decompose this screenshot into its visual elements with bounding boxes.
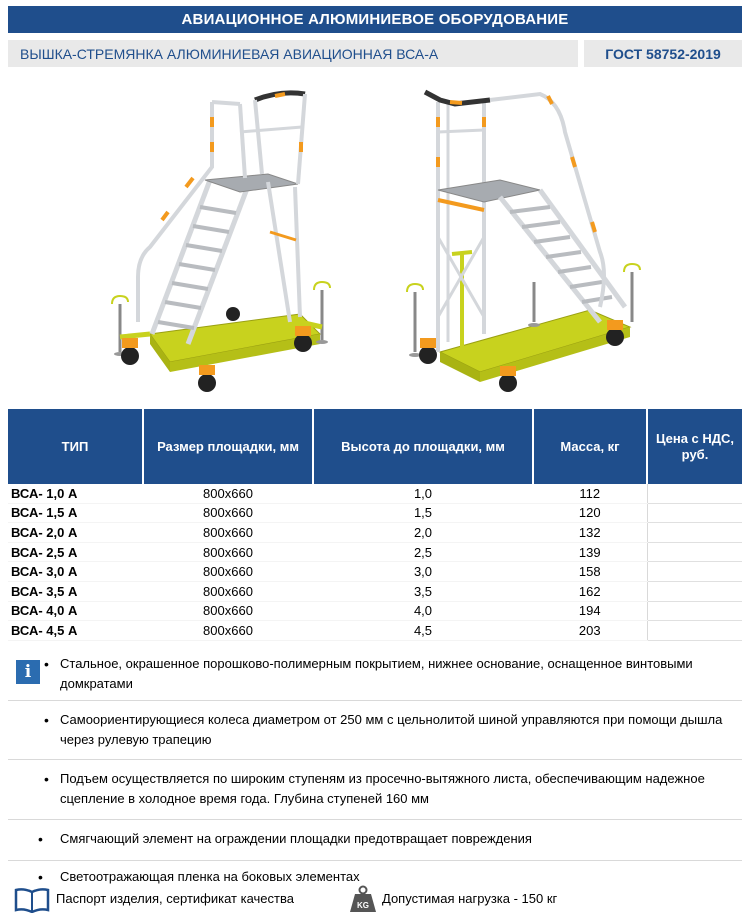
features-list [8,650,742,895]
cell-height: 2,0 [313,523,533,543]
column-header: ТИП [8,409,143,484]
cell-size: 800х660 [143,523,313,543]
cell-mass: 194 [533,601,647,621]
cell-price [647,581,742,601]
product-name: ВЫШКА-СТРЕМЯНКА АЛЮМИНИЕВАЯ АВИАЦИОННАЯ ВСА-А [8,40,578,67]
cell-price [647,484,742,503]
column-header: Высота до площадки, мм [313,409,533,484]
column-header: Масса, кг [533,409,647,484]
cell-type: ВСА- 2,0 А [8,523,143,543]
info-icon: i [16,660,40,684]
passport-text: Паспорт изделия, сертификат качества [56,891,294,906]
cell-type: ВСА- 3,0 А [8,562,143,582]
cell-size: 800х660 [143,601,313,621]
cell-mass: 203 [533,621,647,641]
feature-text: Светоотражающая пленка на боковых элементах [60,869,360,884]
cell-height: 4,5 [313,621,533,641]
cell-size: 800х660 [143,542,313,562]
cell-price [647,562,742,582]
product-images [0,72,751,402]
kg-label: KG [357,901,369,910]
cell-price [647,601,742,621]
subheader [8,40,742,67]
cell-mass: 112 [533,484,647,503]
cell-price [647,542,742,562]
cell-type: ВСА- 4,0 А [8,601,143,621]
cell-mass: 158 [533,562,647,582]
footer [8,885,742,915]
feature-text: Подъем осуществляется по широким ступеням из просечно-вытяжного листа, обеспечивающим надежное сцепление в холодное время года. Глубина ступеней 160 мм [60,771,705,806]
cell-height: 1,0 [313,484,533,503]
cell-size: 800х660 [143,562,313,582]
table-row [8,601,742,621]
table-row [8,562,742,582]
cell-price [647,621,742,641]
cell-size: 800х660 [143,621,313,641]
list-item [8,701,742,760]
book-icon [14,887,50,913]
bullet-icon: • [44,771,49,787]
table-header-row [8,409,742,484]
list-item [8,820,742,861]
cell-mass: 139 [533,542,647,562]
header-title: АВИАЦИОННОЕ АЛЮМИНИЕВОЕ ОБОРУДОВАНИЕ [8,6,742,33]
ladder-image-right [407,92,640,392]
cell-type: ВСА- 2,5 А [8,542,143,562]
bullet-icon: • [38,831,43,847]
list-item [8,760,742,820]
spec-table [8,409,742,641]
table-row [8,523,742,543]
cell-size: 800х660 [143,503,313,523]
table-row [8,542,742,562]
cell-size: 800х660 [143,581,313,601]
table-row [8,484,742,503]
column-header: Цена с НДС, руб. [647,409,742,484]
cell-height: 1,5 [313,503,533,523]
cell-type: ВСА- 1,5 А [8,503,143,523]
cell-price [647,503,742,523]
load-text: Допустимая нагрузка - 150 кг [382,891,558,906]
cell-type: ВСА- 4,5 А [8,621,143,641]
table-row [8,503,742,523]
bullet-icon: • [44,712,49,728]
cell-height: 3,5 [313,581,533,601]
cell-height: 4,0 [313,601,533,621]
cell-size: 800х660 [143,484,313,503]
bullet-icon: • [44,656,49,672]
cell-mass: 162 [533,581,647,601]
cell-type: ВСА- 1,0 А [8,484,143,503]
feature-text: Стальное, окрашенное порошково-полимерным покрытием, нижнее основание, оснащенное винтовыми домкратами [60,656,693,691]
weight-icon [348,885,378,913]
feature-text: Смягчающий элемент на ограждении площадки предотвращает повреждения [60,831,532,846]
table-row [8,621,742,641]
ladder-image-left [112,93,330,392]
cell-mass: 120 [533,503,647,523]
bullet-icon: • [38,869,43,885]
column-header: Размер площадки, мм [143,409,313,484]
cell-height: 3,0 [313,562,533,582]
cell-type: ВСА- 3,5 А [8,581,143,601]
list-item [8,650,742,701]
table-row [8,581,742,601]
cell-mass: 132 [533,523,647,543]
cell-height: 2,5 [313,542,533,562]
feature-text: Самоориентирующиеся колеса диаметром от 250 мм с цельнолитой шиной управляются при помощи дышла через рулевую трапецию [60,712,723,747]
cell-price [647,523,742,543]
standard-label: ГОСТ 58752-2019 [584,40,742,67]
